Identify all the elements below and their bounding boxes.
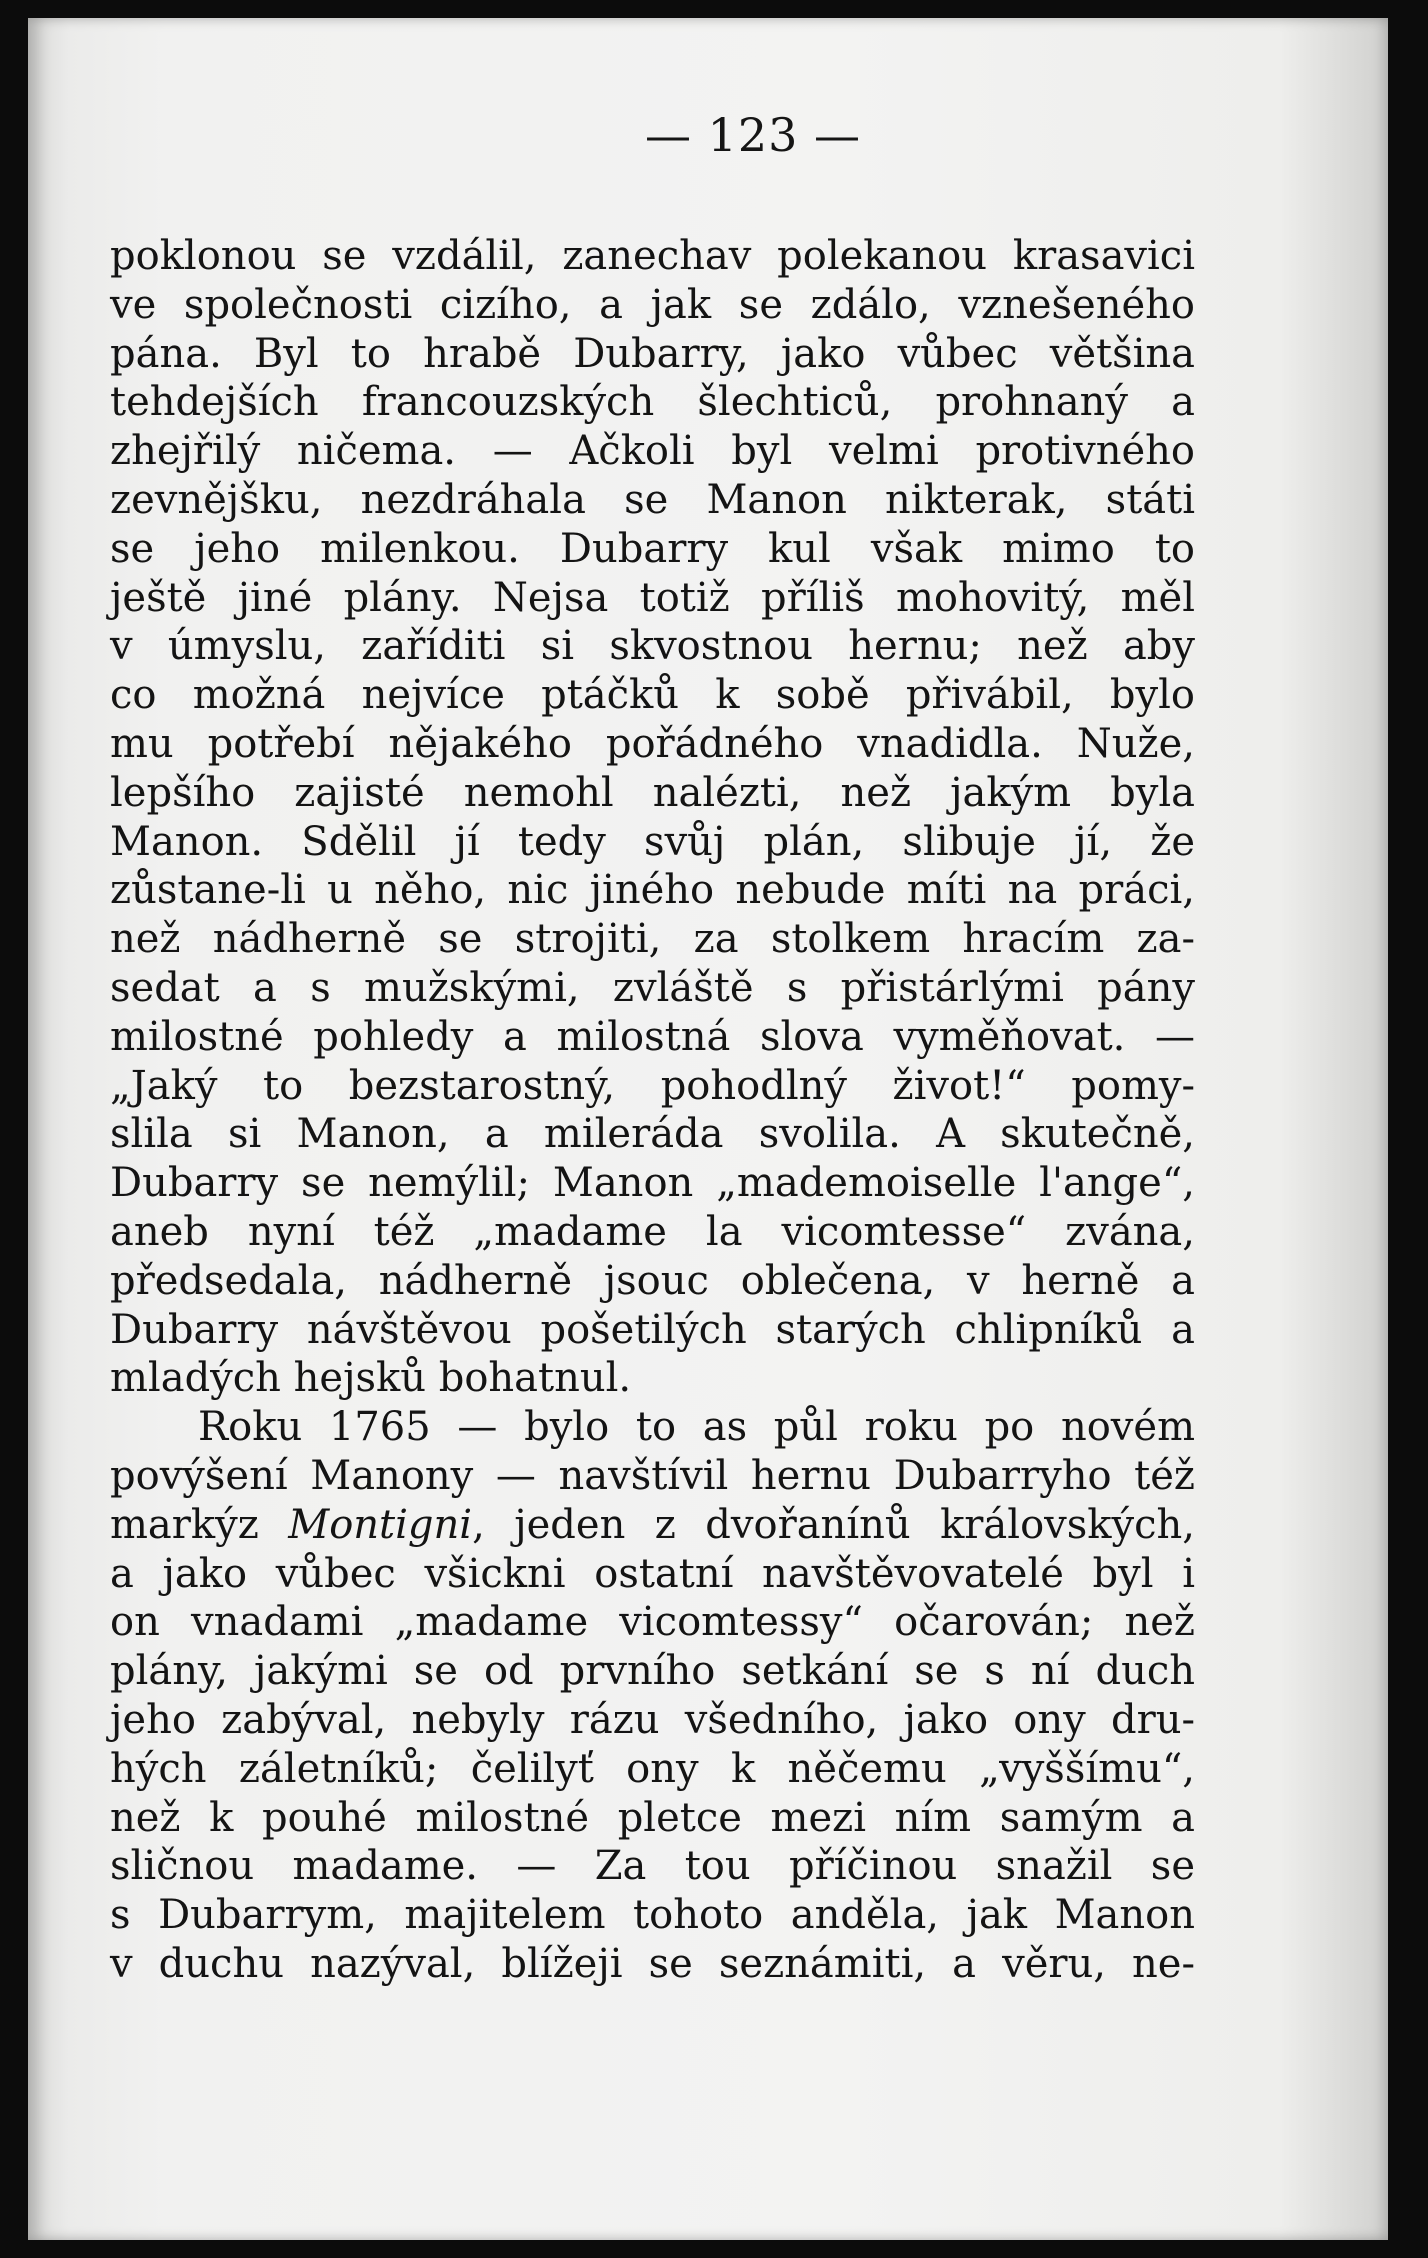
text-segment: markýz <box>110 1501 289 1548</box>
text-line: a jako vůbec všickni ostatní navštěvovatelé byl i <box>110 1550 1195 1597</box>
text-line: lepšího zajisté nemohl nalézti, než jakým byla <box>110 769 1195 816</box>
text-line: mu potřebí nějakého pořádného vnadidla. Nuže, <box>110 720 1195 767</box>
text-line: v úmyslu, zaříditi si skvostnou hernu; než aby <box>110 623 1195 670</box>
text-line: se jeho milenkou. Dubarry kul však mimo to <box>110 525 1195 572</box>
text-line: ve společnosti cizího, a jak se zdálo, vznešeného <box>110 281 1195 328</box>
text-line: plány, jakými se od prvního setkání se s ní duch <box>110 1648 1195 1695</box>
text-line: Manon. Sdělil jí tedy svůj plán, slibuje jí, že <box>110 818 1195 865</box>
text-line: Dubarry se nemýlil; Manon „mademoiselle l'ange“, <box>110 1160 1195 1207</box>
text-line: zevnějšku, nezdráhala se Manon nikterak, státi <box>110 476 1195 523</box>
text-line: poklonou se vzdálil, zanechav polekanou krasavici <box>110 233 1195 279</box>
italic-name: Montigni <box>288 1501 473 1548</box>
text-line: slila si Manon, a mileráda svolila. A skutečně, <box>110 1111 1195 1158</box>
text-segment: , jeden z dvořanínů královských, <box>472 1501 1195 1548</box>
text-line: tehdejších francouzských šlechticů, prohnaný a <box>110 379 1195 426</box>
body-text <box>110 232 1195 1989</box>
text-line: povýšení Manony — navštívil hernu Dubarryho též <box>110 1452 1195 1499</box>
text-line: jeho zabýval, nebyly rázu všedního, jako ony dru- <box>110 1696 1195 1743</box>
text-line-with-italic <box>110 1501 1195 1550</box>
text-line: hých záletníků; čelilyť ony k něčemu „vyššímu“, <box>110 1745 1195 1792</box>
text-line: „Jaký to bezstarostný, pohodlný život!“ pomy- <box>110 1062 1195 1109</box>
text-line: zhejřilý ničema. — Ačkoli byl velmi protivného <box>110 428 1195 475</box>
text-line: sličnou madame. — Za tou příčinou snažil se <box>110 1843 1195 1890</box>
text-line: předsedala, nádherně jsouc oblečena, v herně a <box>110 1257 1195 1304</box>
text-line: v duchu nazýval, blížeji se seznámiti, a věru, ne- <box>110 1940 1195 1987</box>
text-line: než nádherně se strojiti, za stolkem hracím za- <box>110 916 1195 963</box>
page-number: — 123 — <box>644 108 862 162</box>
text-line: Roku 1765 — bylo to as půl roku po novém <box>198 1404 1195 1451</box>
book-page <box>28 18 1388 2240</box>
paragraph-1 <box>110 232 1195 1403</box>
text-line: zůstane-li u něho, nic jiného nebude míti na práci, <box>110 867 1195 914</box>
text-line: než k pouhé milostné pletce mezi ním samým a <box>110 1794 1195 1841</box>
paragraph-2 <box>110 1403 1195 1989</box>
text-line: mladých hejsků bohatnul. <box>110 1355 632 1402</box>
text-line: s Dubarrym, majitelem tohoto anděla, jak Manon <box>110 1892 1195 1939</box>
text-line: on vnadami „madame vicomtessy“ očarován; než <box>110 1599 1195 1646</box>
text-line: Dubarry návštěvou pošetilých starých chlipníků a <box>110 1306 1195 1353</box>
text-line: milostné pohledy a milostná slova vyměňovat. — <box>110 1013 1195 1060</box>
text-line: co možná nejvíce ptáčků k sobě přivábil, bylo <box>110 672 1195 719</box>
text-line: sedat a s mužskými, zvláště s přistárlými pány <box>110 964 1195 1011</box>
text-line: aneb nyní též „madame la vicomtesse“ zvána, <box>110 1208 1195 1255</box>
text-line: ještě jiné plány. Nejsa totiž příliš mohovitý, měl <box>110 574 1195 621</box>
text-line: pána. Byl to hrabě Dubarry, jako vůbec většina <box>110 330 1195 377</box>
